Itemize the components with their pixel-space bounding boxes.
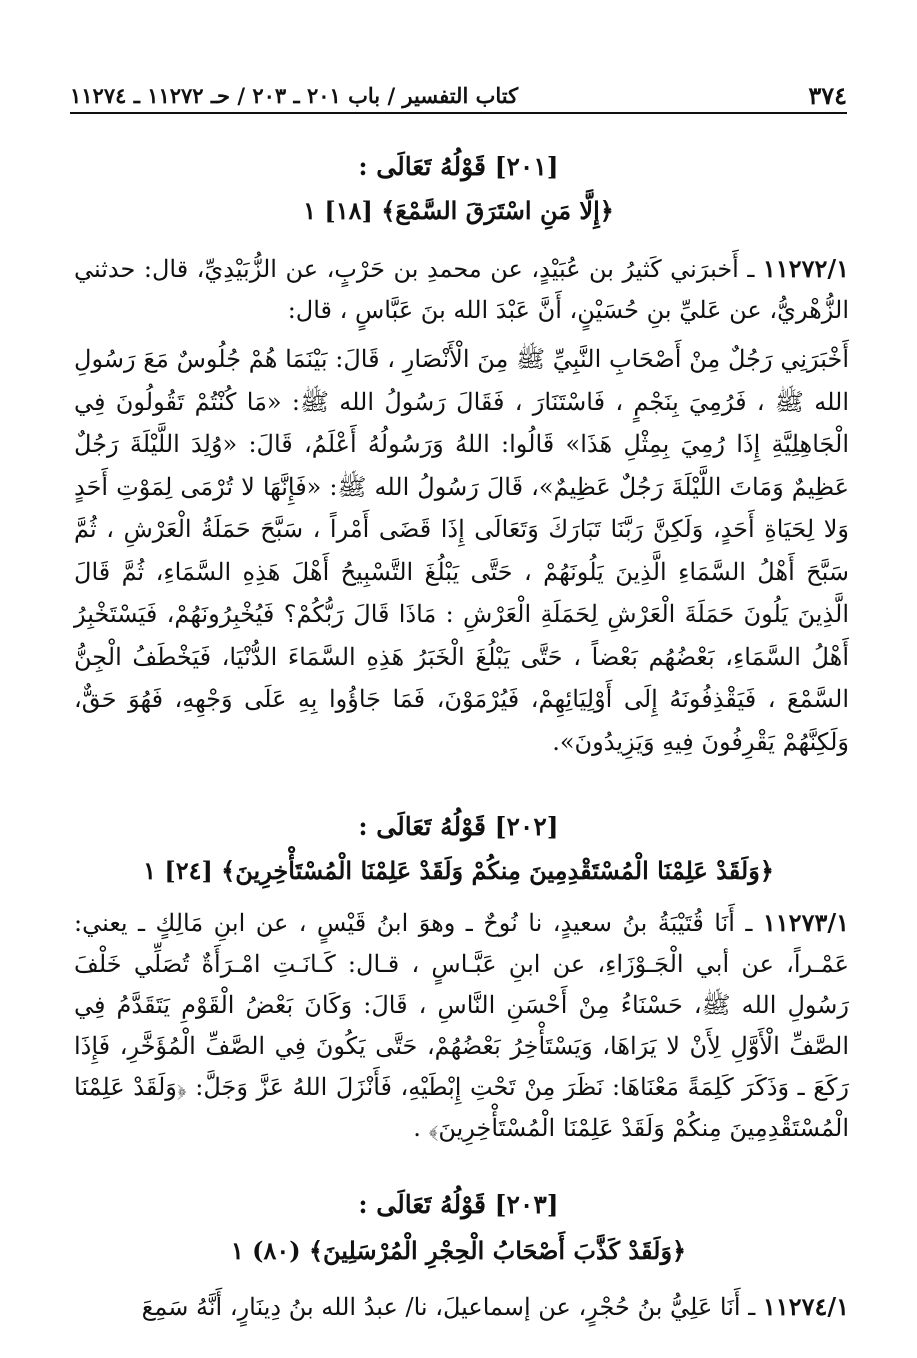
hadith-11272-matn: أَخْبَرَنِي رَجُلٌ مِنْ أَصْحَابِ النَّبِيِّ ﷺ مِنَ الْأَنْصَارِ ، قَالَ: بَيْنَمَا هُمْ جُلُوسٌ مَعَ رَسُولِ الله ﷺ ، فَرُمِيَ بِنَجْمٍ ، فَاسْتَنَارَ ، فَقَالَ رَسُولُ الله ﷺ: «مَا كُنْتُمْ تَقُولُونَ فِي الْجَاهِلِيَّةِ إِذَا رُمِيَ بِمِثْلِ هَذَا» قَالُوا: اللهُ وَرَسُولُهُ أَعْلَمُ، قَالَ: «وُلِدَ اللَّيْلَةَ رَجُلٌ عَظِيمٌ وَمَاتَ اللَّيْلَةَ رَجُلٌ عَظِيمٌ»، قَالَ رَسُولُ الله ﷺ: «فَإِنَّهَا لا تُرْمَى لِمَوْتِ أَحَدٍ وَلا لِحَيَاةِ أَحَدٍ، وَلَكِنَّ رَبَّنَا تَبَارَكَ وَتَعَالَى إِذَا قَضَى أَمْراً ، سَبَّحَ حَمَلَةُ الْعَرْشِ ، ثُمَّ سَبَّحَ أَهْلُ السَّمَاءِ الَّذِينَ يَلُونَهُمْ ، حَتَّى يَبْلُغَ التَّسْبِيحُ أَهْلَ هَذِهِ السَّمَاءِ، ثُمَّ قَالَ الَّذِينَ يَلُونَ حَمَلَةَ الْعَرْشِ لِحَمَلَةِ الْعَرْشِ : مَاذَا قَالَ رَبُّكُمْ؟ فَيُخْبِرُونَهُمْ، فَيَسْتَخْبِرُ أَهْلُ السَّمَاءِ، بَعْضُهُم بَعْضاً ، حَتَّى يَبْلُغَ الْخَبَرُ هَذِهِ السَّمَاءَ الدُّنْيَا، فَيَخْطَفُ الْجِنُّ السَّمْعَ ، فَيَقْذِفُونَهُ إِلَى أَوْلِيَائِهِمْ، فَيُرْمَوْنَ، فَمَا جَاؤُوا بِهِ عَلَى وَجْهِهِ، فَهُوَ حَقٌّ، وَلَكِنَّهُمْ يَقْرِفُونَ فِيهِ وَيَزِيدُونَ».: [74, 345, 849, 756]
hadith-text: ـ أَنَا قُتَيْبَةُ بنُ سعيدٍ، نا نُوحٌ ـ وهوَ ابنُ قَيْسٍ ، عن ابنِ مَالِكٍ ـ يعني: عَمْـراً، عن أبي الْجَـوْزَاءِ، عن ابنِ عَبَّـاسٍ ، قـال: كَـانَـتِ امْـرَأَةٌ تُصَلِّي خَلْفَ رَسُولِ الله ﷺ، حَسْنَاءُ مِنْ أَحْسَنِ النَّاسِ ، قَالَ: وَكَانَ بَعْضُ الْقَوْمِ يَتَقَدَّمُ فِي الصَّفِّ الْأَوَّلِ لِأَنْ لا يَرَاهَا، وَيَسْتَأْخِرُ بَعْضُهُمْ، حَتَّى يَكُونَ فِي الصَّفِّ الْمُؤَخَّرِ، فَإِذَا رَكَعَ ـ وَذَكَرَ كَلِمَةً مَعْنَاهَا: نَظَرَ مِنْ تَحْتِ إِبْطَيْهِ، فَأَنْزَلَ اللهُ عَزَّ وَجَلَّ: ﴿وَلَقَدْ عَلِمْنَا الْمُسْتَقْدِمِينَ مِنكُمْ وَلَقَدْ عَلِمْنَا الْمُسْتَأْخِرِينَ﴾ .: [74, 909, 849, 1142]
hadith-11273: [74, 902, 849, 1149]
page-number: ٣٧٤: [808, 80, 847, 110]
section-202-verse: ﴿وَلَقَدْ عَلِمْنَا الْمُسْتَقْدِمِينَ مِنكُمْ وَلَقَدْ عَلِمْنَا الْمُسْتَأْخِرِينَ﴾ [٢٤] ١: [143, 856, 774, 885]
section-202-title: [٢٠٢] قَوْلُهُ تَعَالَى :: [358, 812, 559, 841]
section-201-title: [٢٠١] قَوْلُهُ تَعَالَى :: [358, 152, 559, 181]
running-header: [70, 78, 847, 114]
hadith-11274: [74, 1286, 849, 1328]
hadith-number: ١١٢٧٢/١: [762, 254, 849, 283]
running-title: كتاب التفسير / باب ٢٠١ ـ ٢٠٣ / حـ ١١٢٧٢ ـ ١١٢٧٤: [70, 82, 519, 108]
section-201-verse: ﴿إِلَّا مَنِ اسْتَرَقَ السَّمْعَ﴾ [١٨] ١: [303, 196, 614, 225]
hadith-number: ١١٢٧٣/١: [762, 908, 849, 937]
hadith-text: ـ أَخبرَني كَثيرُ بن عُبَيْدٍ، عن محمدِ بن حَرْبٍ، عن الزُّبَيْدِيِّ، قال: حدثني الزُّهْريُّ، عن عَليِّ بنِ حُسَيْنٍ، أَنَّ عَبْدَ الله بنَ عَبَّاسٍ ، قال:: [74, 255, 849, 324]
hadith-11272-isnad: [74, 248, 849, 331]
section-203-verse: ﴿وَلَقَدْ كَذَّبَ أَصْحَابُ الْحِجْرِ الْمُرْسَلِينَ﴾ (٨٠) ١: [230, 1236, 687, 1265]
hadith-text: ـ أَنَا عَلِيُّ بنُ حُجْرٍ، عن إسماعيلَ، نا/ عبدُ الله بنُ دِينَارٍ، أَنَّهُ سَمِعَ: [141, 1293, 756, 1321]
hadith-number: ١١٢٧٤/١: [762, 1292, 849, 1321]
section-203-title: [٢٠٣] قَوْلُهُ تَعَالَى :: [358, 1190, 559, 1219]
